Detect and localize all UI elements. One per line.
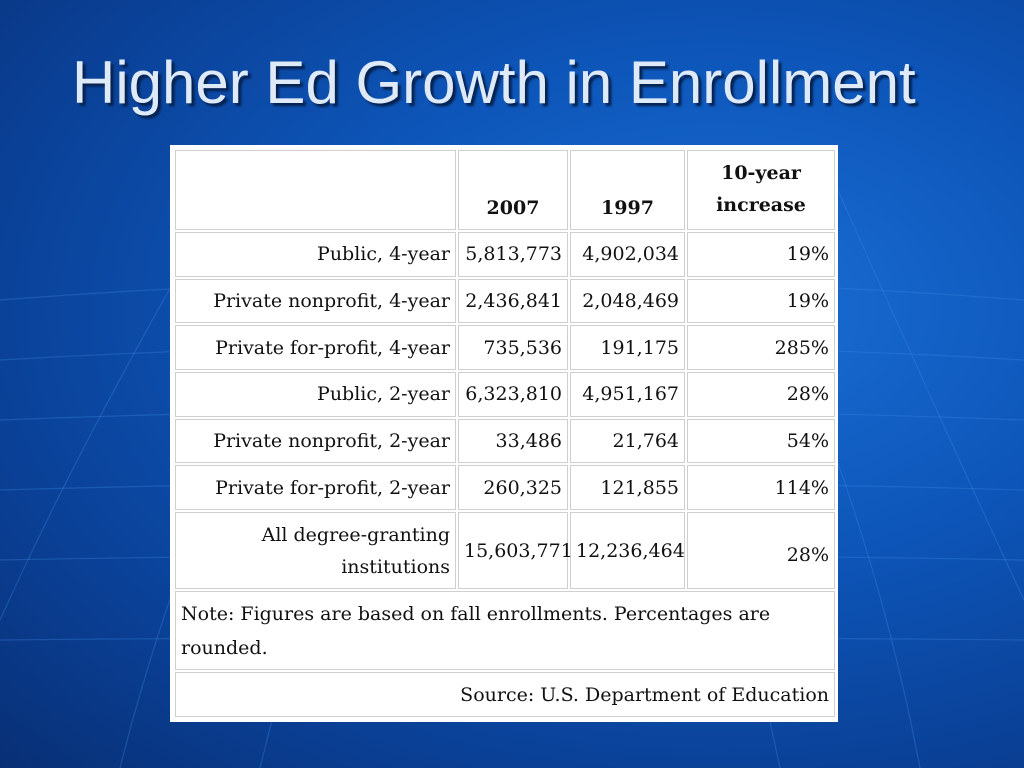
row-2007-value: 735,536 — [458, 325, 568, 370]
row-increase: 285% — [687, 325, 835, 370]
table-row — [175, 279, 835, 324]
row-category: Public, 2-year — [175, 372, 456, 417]
row-category: All degree-granting institutions — [175, 512, 456, 589]
table-note: Note: Figures are based on fall enrollments. Percentages are rounded. — [175, 591, 835, 670]
table-source: Source: U.S. Department of Education — [175, 672, 835, 717]
table-source-row — [175, 672, 835, 717]
row-category: Private for-profit, 4-year — [175, 325, 456, 370]
slide-title: Higher Ed Growth in Enrollment — [72, 49, 916, 116]
row-1997-value: 2,048,469 — [570, 279, 685, 324]
header-10-year-increase: 10-year increase — [687, 150, 835, 230]
table-note-row — [175, 591, 835, 670]
table-row — [175, 419, 835, 464]
enrollment-table-container — [170, 145, 838, 722]
row-1997-value: 4,951,167 — [570, 372, 685, 417]
row-2007-value: 6,323,810 — [458, 372, 568, 417]
row-increase: 28% — [687, 512, 835, 589]
row-2007-value: 15,603,771 — [458, 512, 568, 589]
row-increase: 19% — [687, 232, 835, 277]
table-row — [175, 372, 835, 417]
row-category: Private nonprofit, 4-year — [175, 279, 456, 324]
row-1997-value: 121,855 — [570, 465, 685, 510]
row-category: Private for-profit, 2-year — [175, 465, 456, 510]
row-2007-value: 5,813,773 — [458, 232, 568, 277]
row-increase: 28% — [687, 372, 835, 417]
row-1997-value: 191,175 — [570, 325, 685, 370]
header-1997: 1997 — [570, 150, 685, 230]
row-2007-value: 2,436,841 — [458, 279, 568, 324]
row-1997-value: 12,236,464 — [570, 512, 685, 589]
row-2007-value: 260,325 — [458, 465, 568, 510]
table-row-total — [175, 512, 835, 589]
table-row — [175, 465, 835, 510]
row-2007-value: 33,486 — [458, 419, 568, 464]
enrollment-table — [173, 148, 837, 719]
header-2007: 2007 — [458, 150, 568, 230]
header-category — [175, 150, 456, 230]
row-1997-value: 4,902,034 — [570, 232, 685, 277]
row-category: Public, 4-year — [175, 232, 456, 277]
row-increase: 19% — [687, 279, 835, 324]
row-increase: 114% — [687, 465, 835, 510]
table-header-row — [175, 150, 835, 230]
row-increase: 54% — [687, 419, 835, 464]
table-row — [175, 325, 835, 370]
row-category: Private nonprofit, 2-year — [175, 419, 456, 464]
table-row — [175, 232, 835, 277]
row-1997-value: 21,764 — [570, 419, 685, 464]
